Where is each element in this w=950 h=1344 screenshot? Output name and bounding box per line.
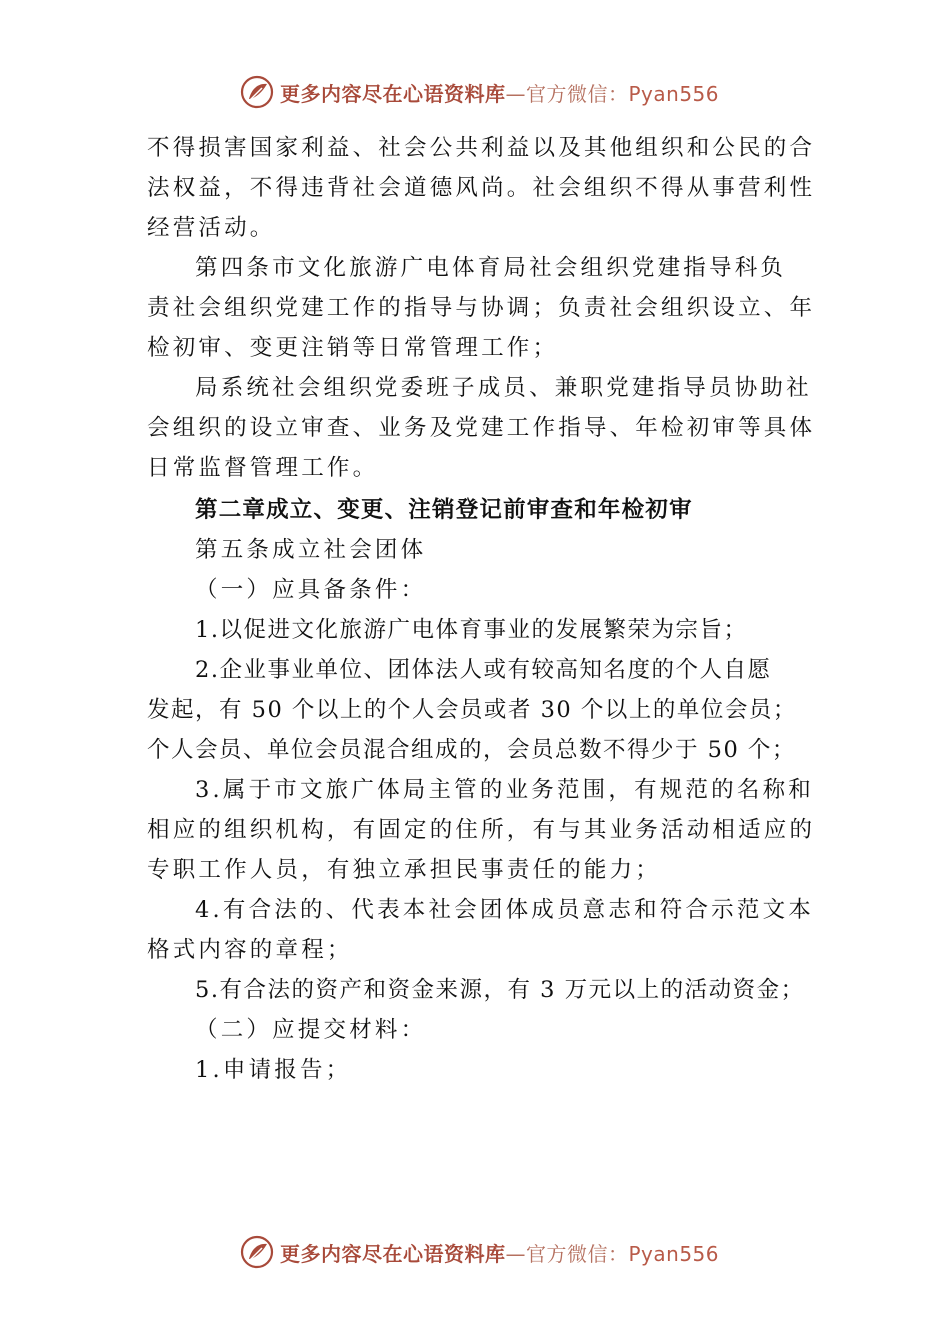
condition-item: 格式内容的章程； (147, 937, 353, 963)
materials-title: （二）应提交材料： (195, 1017, 427, 1043)
leaf-logo-icon (240, 75, 274, 109)
condition-item: 发起，有 50 个以上的个人会员或者 30 个以上的单位会员； (147, 697, 797, 723)
leaf-logo-icon (240, 1235, 274, 1269)
article-5-title: 第五条成立社会团体 (195, 537, 427, 563)
material-item: 1.申请报告； (195, 1057, 352, 1083)
condition-item: 专职工作人员，有独立承担民事责任的能力； (147, 857, 662, 883)
paragraph-line: 不得损害国家利益、社会公共利益以及其他组织和公民的合 (147, 135, 816, 161)
condition-item: 4.有合法的、代表本社会团体成员意志和符合示范文本 (195, 897, 814, 923)
article-4-line: 检初审、变更注销等日常管理工作； (147, 335, 559, 361)
paragraph-line: 会组织的设立审查、业务及党建工作指导、年检初审等具体 (147, 415, 816, 441)
watermark-footer (240, 1232, 719, 1272)
conditions-title: （一）应具备条件： (195, 577, 427, 603)
paragraph-line: 法权益，不得违背社会道德风尚。社会组织不得从事营利性 (147, 175, 816, 201)
paragraph-line: 局系统社会组织党委班子成员、兼职党建指导员协助社 (195, 375, 812, 401)
condition-item: 个人会员、单位会员混合组成的，会员总数不得少于 50 个； (147, 737, 796, 763)
document-body (147, 128, 827, 1090)
article-4-line: 责社会组织党建工作的指导与协调；负责社会组织设立、年 (147, 295, 816, 321)
watermark-text: 更多内容尽在心语资料库—官方微信：Pyan556 (280, 81, 720, 106)
watermark-text: 更多内容尽在心语资料库—官方微信：Pyan556 (280, 1241, 720, 1266)
paragraph-line: 日常监督管理工作。 (147, 455, 379, 481)
article-4-line: 第四条市文化旅游广电体育局社会组织党建指导科负 (195, 255, 787, 281)
condition-item: 1.以促进文化旅游广电体育事业的发展繁荣为宗旨； (195, 617, 748, 643)
chapter-heading: 第二章成立、变更、注销登记前审查和年检初审 (195, 497, 693, 523)
condition-item: 2.企业事业单位、团体法人或有较高知名度的个人自愿 (195, 657, 772, 683)
paragraph-line: 经营活动。 (147, 215, 276, 241)
watermark-header (240, 72, 719, 112)
condition-item: 5.有合法的资产和资金来源，有 3 万元以上的活动资金； (195, 977, 805, 1003)
condition-item: 3.属于市文旅广体局主管的业务范围，有规范的名称和 (195, 777, 814, 803)
condition-item: 相应的组织机构，有固定的住所，有与其业务活动相适应的 (147, 817, 816, 843)
